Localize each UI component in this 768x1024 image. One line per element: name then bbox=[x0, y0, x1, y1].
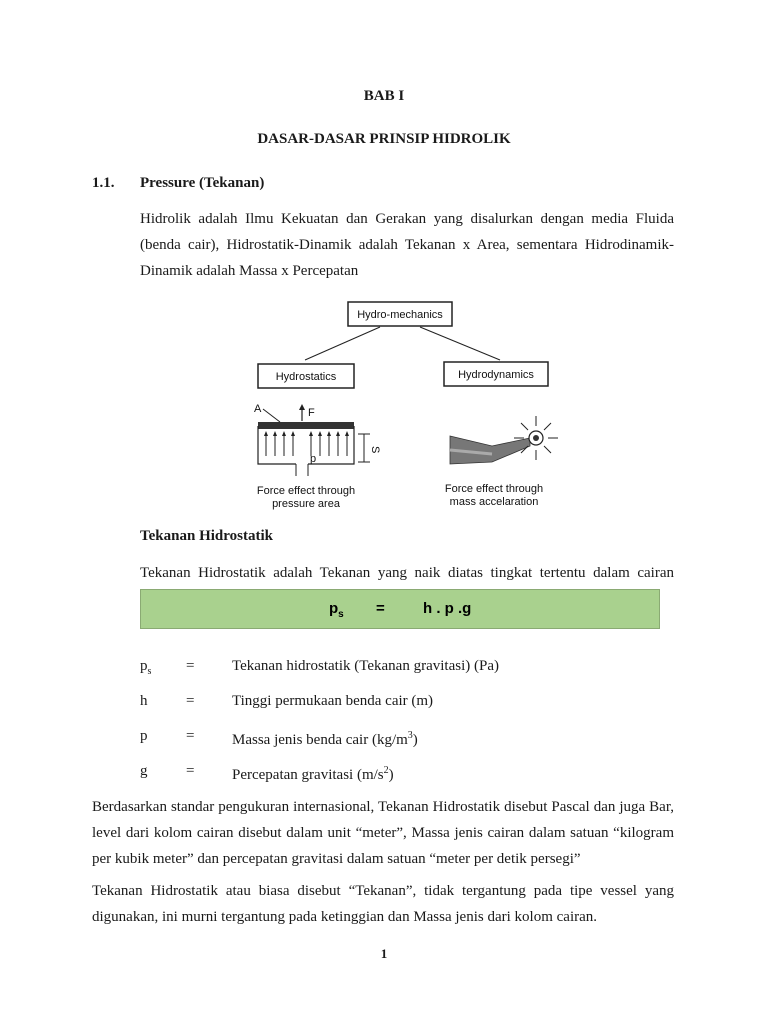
diagram-left-caption-2: pressure area bbox=[272, 498, 340, 510]
diagram-label-p: p bbox=[310, 453, 317, 465]
variable-superscript: 3 bbox=[407, 730, 413, 741]
variable-superscript: 2 bbox=[383, 765, 389, 776]
variable-symbol: h bbox=[140, 693, 148, 709]
paragraph-vessel: Tekanan Hidrostatik atau biasa disebut “Tekanan”, tidak tergantung pada tipe vessel yang digunakan, ini murni tergantung pada ketinggian dan Massa jenis dari kolom cairan. bbox=[92, 883, 674, 925]
variable-symbol: p bbox=[140, 658, 148, 674]
chapter-label: BAB I bbox=[363, 88, 405, 104]
paragraph-pascal: Berdasarkan standar pengukuran internasional, Tekanan Hidrostatik disebut Pascal dan juga Bar, level dari kolom cairan disebut dalam unit “meter”, Massa jenis cairan dalam satuan “kilogram per kubik meter” dan percepatan gravitasi dalam satuan “meter per detik persegi” bbox=[92, 799, 674, 867]
diagram-right-label: Hydrodynamics bbox=[458, 369, 534, 381]
variable-description-tail: ) bbox=[412, 732, 418, 748]
subheading: Tekanan Hidrostatik bbox=[140, 528, 273, 544]
variable-row bbox=[140, 760, 148, 782]
hydromechanics-diagram bbox=[230, 296, 560, 516]
variable-row bbox=[140, 690, 148, 712]
variable-equals: = bbox=[186, 728, 195, 744]
diagram-right-caption-1: Force effect through bbox=[444, 483, 544, 495]
formula-rhs: h . p .g bbox=[423, 600, 472, 617]
diagram-container bbox=[258, 426, 354, 464]
variable-description-tail: ) bbox=[388, 767, 394, 783]
diagram-label-a: A bbox=[254, 403, 262, 415]
diagram-pressure-arrows bbox=[266, 434, 347, 456]
formula-box bbox=[140, 589, 660, 629]
diagram-label-s: S bbox=[369, 446, 381, 454]
variable-description bbox=[232, 760, 394, 782]
variable-equals: = bbox=[186, 763, 195, 779]
variable-row bbox=[140, 655, 151, 677]
formula-lhs-symbol: p bbox=[329, 600, 339, 617]
variable-row bbox=[140, 725, 148, 747]
variable-description: Tinggi permukaan benda cair (m) bbox=[232, 693, 434, 709]
diagram-right-caption-2: mass accelaration bbox=[449, 496, 539, 508]
diagram-pressure-arrowheads bbox=[264, 431, 349, 436]
variable-equals: = bbox=[186, 693, 195, 709]
variable-equals: = bbox=[186, 658, 195, 674]
variable-description-text: Percepatan gravitasi (m/s bbox=[232, 767, 384, 783]
formula-equals: = bbox=[376, 600, 385, 617]
page-number: 1 bbox=[380, 946, 388, 961]
diagram-force-arrowhead bbox=[299, 404, 305, 410]
hydro-paragraph: Tekanan Hidrostatik adalah Tekanan yang naik diatas tingkat tertentu dalam cairan bbox=[140, 565, 674, 581]
variable-description bbox=[232, 725, 418, 747]
variable-description: Tekanan hidrostatik (Tekanan gravitasi) (Pa) bbox=[232, 658, 499, 674]
diagram-label-f: F bbox=[308, 407, 315, 419]
formula-lhs bbox=[329, 600, 344, 620]
diagram-line-left bbox=[305, 327, 380, 360]
variable-symbol: g bbox=[140, 763, 148, 779]
diagram-root-label: Hydro-mechanics bbox=[357, 309, 443, 321]
section-number: 1.1. bbox=[92, 175, 115, 191]
diagram-line-right bbox=[420, 327, 500, 360]
intro-paragraph: Hidrolik adalah Ilmu Kekuatan dan Gerakan yang disalurkan dengan media Fluida (benda cair), Hidrostatik-Dinamik adalah Tekanan x Area, sementara Hidrodinamik-Dinamik adalah Massa x Percepatan bbox=[140, 211, 674, 279]
variable-symbol: p bbox=[140, 728, 148, 744]
diagram-piston bbox=[258, 422, 354, 429]
chapter-title: DASAR-DASAR PRINSIP HIDROLIK bbox=[257, 131, 511, 147]
diagram-a-pointer bbox=[263, 409, 280, 422]
diagram-left-caption-1: Force effect through bbox=[256, 485, 356, 497]
variable-subscript: s bbox=[147, 666, 152, 677]
section-title: Pressure (Tekanan) bbox=[140, 175, 265, 191]
diagram-left-label: Hydrostatics bbox=[275, 371, 337, 383]
variable-description-text: Massa jenis benda cair (kg/m bbox=[232, 732, 408, 748]
formula-lhs-subscript: s bbox=[338, 609, 344, 620]
